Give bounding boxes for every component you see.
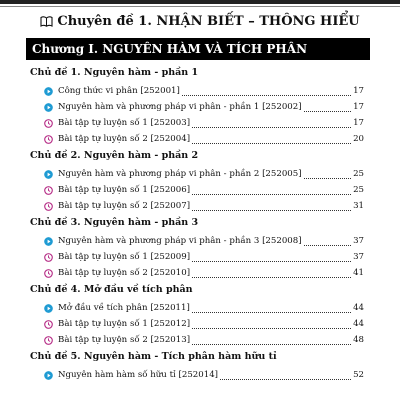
dot-leader bbox=[304, 102, 351, 112]
dot-leader bbox=[192, 303, 351, 313]
page-number: 20 bbox=[353, 134, 364, 144]
play-icon bbox=[44, 103, 53, 112]
toc-entry[interactable] bbox=[30, 182, 364, 198]
dot-leader bbox=[182, 86, 351, 96]
table-of-contents bbox=[30, 66, 364, 385]
toc-entry[interactable] bbox=[30, 332, 364, 348]
dot-leader bbox=[192, 319, 351, 329]
page-number: 25 bbox=[353, 169, 364, 179]
clock-icon bbox=[44, 119, 53, 128]
page-number: 48 bbox=[353, 335, 364, 345]
page-number: 37 bbox=[353, 236, 364, 246]
play-icon bbox=[44, 371, 53, 380]
clock-icon bbox=[44, 202, 53, 211]
clock-icon bbox=[44, 320, 53, 329]
entry-label: Bài tập tự luyện số 1 [252003] bbox=[58, 118, 191, 128]
toc-entry[interactable] bbox=[30, 316, 364, 332]
toc-group bbox=[30, 283, 364, 348]
entry-label: Bài tập tự luyện số 2 [252004] bbox=[58, 134, 191, 144]
page-number: 37 bbox=[353, 252, 364, 262]
entry-label: Bài tập tự luyện số 1 [252009] bbox=[58, 252, 191, 262]
topic-heading bbox=[0, 14, 400, 31]
group-title: Chủ đề 3. Nguyên hàm - phần 3 bbox=[30, 217, 199, 228]
dot-leader bbox=[304, 236, 351, 246]
toc-entry[interactable] bbox=[30, 198, 364, 214]
entry-label: Bài tập tự luyện số 1 [252006] bbox=[58, 185, 191, 195]
entry-label: Bài tập tự luyện số 2 [252007] bbox=[58, 201, 191, 211]
top-rule-thin bbox=[0, 6, 400, 7]
toc-entry[interactable] bbox=[30, 300, 364, 316]
toc-entry[interactable] bbox=[30, 367, 364, 383]
dot-leader bbox=[192, 185, 351, 195]
topic-title: Chuyên đề 1. NHẬN BIẾT – THÔNG HIỂU bbox=[57, 14, 360, 29]
entry-label: Bài tập tự luyện số 1 [252012] bbox=[58, 319, 191, 329]
toc-group bbox=[30, 216, 364, 281]
play-icon bbox=[44, 87, 53, 96]
top-rule bbox=[0, 0, 400, 4]
toc-entry[interactable] bbox=[30, 233, 364, 249]
toc-entry[interactable] bbox=[30, 83, 364, 99]
dot-leader bbox=[220, 370, 351, 380]
toc-entry[interactable] bbox=[30, 265, 364, 281]
toc-group bbox=[30, 149, 364, 214]
toc-entry[interactable] bbox=[30, 115, 364, 131]
dot-leader bbox=[192, 335, 351, 345]
toc-group bbox=[30, 66, 364, 147]
page-number: 17 bbox=[353, 86, 364, 96]
play-icon bbox=[44, 170, 53, 179]
entry-label: Nguyên hàm và phương pháp vi phân - phần 2 [252005] bbox=[58, 169, 302, 179]
dot-leader bbox=[192, 268, 351, 278]
entry-label: Công thức vi phân [252001] bbox=[58, 86, 180, 96]
clock-icon bbox=[44, 253, 53, 262]
group-title: Chủ đề 5. Nguyên hàm - Tích phân hàm hữu tỉ bbox=[30, 351, 277, 362]
play-icon bbox=[44, 237, 53, 246]
dot-leader bbox=[192, 118, 351, 128]
page-number: 44 bbox=[353, 303, 364, 313]
toc-entry[interactable] bbox=[30, 131, 364, 147]
page-number: 52 bbox=[353, 370, 364, 380]
clock-icon bbox=[44, 135, 53, 144]
entry-label: Mở đầu về tích phân [252011] bbox=[58, 303, 190, 313]
dot-leader bbox=[192, 134, 351, 144]
entry-label: Nguyên hàm hàm số hữu tỉ [252014] bbox=[58, 370, 219, 380]
entry-label: Nguyên hàm và phương pháp vi phân - phần 3 [252008] bbox=[58, 236, 302, 246]
group-title: Chủ đề 4. Mở đầu về tích phân bbox=[30, 284, 193, 295]
book-icon bbox=[40, 16, 53, 31]
page-number: 17 bbox=[353, 118, 364, 128]
page-number: 17 bbox=[353, 102, 364, 112]
group-title: Chủ đề 1. Nguyên hàm - phần 1 bbox=[30, 67, 199, 78]
toc-entry[interactable] bbox=[30, 99, 364, 115]
toc-entry[interactable] bbox=[30, 249, 364, 265]
play-icon bbox=[44, 304, 53, 313]
page-number: 44 bbox=[353, 319, 364, 329]
clock-icon bbox=[44, 336, 53, 345]
clock-icon bbox=[44, 186, 53, 195]
entry-label: Bài tập tự luyện số 2 [252013] bbox=[58, 335, 191, 345]
page-number: 41 bbox=[353, 268, 364, 278]
page-number: 31 bbox=[353, 201, 364, 211]
dot-leader bbox=[304, 169, 351, 179]
page-number: 25 bbox=[353, 185, 364, 195]
group-title: Chủ đề 2. Nguyên hàm - phần 2 bbox=[30, 150, 199, 161]
dot-leader bbox=[192, 201, 351, 211]
chapter-title: Chương I. NGUYÊN HÀM VÀ TÍCH PHÂN bbox=[26, 38, 370, 60]
clock-icon bbox=[44, 269, 53, 278]
toc-group bbox=[30, 350, 364, 383]
dot-leader bbox=[192, 252, 351, 262]
toc-entry[interactable] bbox=[30, 166, 364, 182]
entry-label: Bài tập tự luyện số 2 [252010] bbox=[58, 268, 191, 278]
entry-label: Nguyên hàm và phương pháp vi phân - phần 1 [252002] bbox=[58, 102, 302, 112]
